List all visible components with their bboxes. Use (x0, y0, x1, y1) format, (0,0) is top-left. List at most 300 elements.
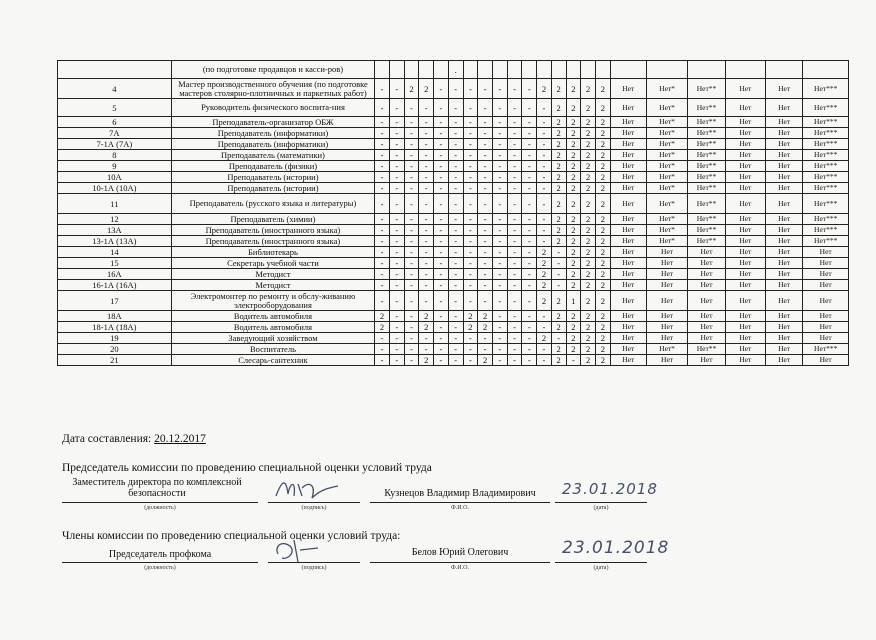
table-cell (507, 61, 522, 79)
table-cell: Нет (688, 311, 725, 322)
chair-date-caption: (дата) (593, 505, 609, 511)
table-cell: - (478, 236, 493, 247)
table-cell: Нет** (688, 236, 725, 247)
table-cell: Нет (688, 322, 725, 333)
table-cell: Нет (646, 333, 687, 344)
table-cell: 2 (595, 333, 610, 344)
table-cell: - (478, 150, 493, 161)
table-cell: 2 (551, 172, 566, 183)
table-cell: - (389, 150, 404, 161)
table-cell: Нет** (688, 183, 725, 194)
table-cell: - (389, 355, 404, 366)
chair-name: Кузнецов Владимир Владимирович (384, 488, 536, 499)
member-date-line (555, 562, 647, 563)
table-cell: - (478, 194, 493, 214)
table-cell: - (522, 139, 537, 150)
table-cell: - (448, 236, 463, 247)
table-cell: 2 (537, 269, 552, 280)
member-signature-caption: (подпись) (301, 565, 327, 571)
table-cell: - (448, 269, 463, 280)
table-cell: 2 (595, 183, 610, 194)
table-cell: - (522, 214, 537, 225)
table-cell: Нет** (688, 214, 725, 225)
table-cell: - (492, 258, 507, 269)
table-cell: 2 (595, 214, 610, 225)
table-row (58, 128, 849, 139)
table-cell: Нет (725, 322, 765, 333)
table-cell: Нет (765, 214, 802, 225)
table-cell: - (537, 194, 552, 214)
row-code: 11 (58, 194, 172, 214)
table-cell: 2 (551, 236, 566, 247)
table-cell (765, 61, 802, 79)
table-cell: - (389, 311, 404, 322)
table-row (58, 225, 849, 236)
table-cell: - (522, 183, 537, 194)
table-cell: Нет (765, 139, 802, 150)
table-cell (646, 61, 687, 79)
table-cell: 2 (551, 291, 566, 311)
table-cell: - (463, 99, 478, 117)
table-cell: - (389, 117, 404, 128)
table-cell: Нет (646, 258, 687, 269)
table-row (58, 236, 849, 247)
table-cell: Нет (688, 291, 725, 311)
table-cell: - (492, 280, 507, 291)
table-cell: Нет (725, 99, 765, 117)
table-cell: - (492, 311, 507, 322)
member-name-line (370, 562, 550, 563)
table-cell: Нет (803, 311, 849, 322)
table-cell: Нет (765, 280, 802, 291)
table-cell: Нет (725, 247, 765, 258)
table-cell: - (375, 280, 390, 291)
table-row (58, 269, 849, 280)
table-cell: - (389, 214, 404, 225)
row-position-name: Секретарь учебной части (171, 258, 374, 269)
table-cell: - (492, 225, 507, 236)
table-cell: - (404, 194, 419, 214)
table-cell: Нет (610, 194, 646, 214)
table-cell: Нет*** (803, 161, 849, 172)
table-cell: 2 (595, 247, 610, 258)
table-cell: 2 (419, 79, 434, 99)
table-cell: Нет*** (803, 225, 849, 236)
table-cell (492, 61, 507, 79)
table-cell: 2 (463, 311, 478, 322)
table-cell: Нет** (688, 128, 725, 139)
chair-heading: Председатель комиссии по проведению специальной оценки условий труда (62, 462, 432, 474)
date-label: Дата составления: (62, 433, 152, 445)
table-cell: - (463, 291, 478, 311)
table-cell: - (389, 183, 404, 194)
table-cell: Нет* (646, 172, 687, 183)
table-cell: - (434, 247, 449, 258)
table-cell: - (389, 225, 404, 236)
table-cell: 2 (581, 291, 596, 311)
table-cell: - (522, 291, 537, 311)
table-cell: - (522, 150, 537, 161)
table-cell: - (434, 79, 449, 99)
table-cell: Нет (610, 333, 646, 344)
table-cell: Нет*** (803, 183, 849, 194)
table-cell: Нет (725, 291, 765, 311)
table-cell: - (507, 311, 522, 322)
table-cell: Нет (725, 355, 765, 366)
table-cell: - (507, 194, 522, 214)
table-cell: - (492, 247, 507, 258)
table-cell: Нет (725, 172, 765, 183)
table-cell: Нет*** (803, 128, 849, 139)
table-cell: - (434, 333, 449, 344)
table-cell: - (522, 79, 537, 99)
member-name: Белов Юрий Олегович (411, 547, 509, 558)
table-cell: - (522, 322, 537, 333)
table-cell: - (434, 183, 449, 194)
table-cell: 2 (595, 355, 610, 366)
table-cell: - (404, 225, 419, 236)
table-cell: . (448, 61, 463, 79)
row-position-name: Преподаватель-организатор ОБЖ (171, 117, 374, 128)
table-cell: Нет (725, 225, 765, 236)
table-cell: 2 (566, 225, 581, 236)
table-cell: 2 (595, 291, 610, 311)
table-row (58, 61, 849, 79)
table-cell: 2 (566, 280, 581, 291)
table-cell: Нет (725, 194, 765, 214)
table-cell: 2 (595, 139, 610, 150)
table-cell (404, 61, 419, 79)
table-cell: 2 (595, 79, 610, 99)
table-cell: Нет (646, 355, 687, 366)
table-cell: - (463, 128, 478, 139)
table-cell: - (492, 117, 507, 128)
row-code: 17 (58, 291, 172, 311)
table-cell: 2 (537, 258, 552, 269)
table-cell: - (389, 291, 404, 311)
table-cell: - (522, 128, 537, 139)
table-cell: Нет (688, 333, 725, 344)
table-cell: - (419, 161, 434, 172)
table-cell (688, 61, 725, 79)
table-cell: Нет (610, 355, 646, 366)
table-cell: - (478, 99, 493, 117)
table-cell: 2 (478, 322, 493, 333)
table-cell: - (404, 117, 419, 128)
table-cell: 2 (595, 117, 610, 128)
row-code: 4 (58, 79, 172, 99)
table-cell (610, 61, 646, 79)
table-cell: - (389, 161, 404, 172)
table-cell: - (419, 183, 434, 194)
table-cell: - (419, 172, 434, 183)
table-cell: - (551, 269, 566, 280)
table-cell: Нет (610, 172, 646, 183)
table-cell: Нет (725, 311, 765, 322)
table-cell: 2 (537, 291, 552, 311)
table-cell: Нет (610, 79, 646, 99)
row-code: 15 (58, 258, 172, 269)
table-cell: Нет* (646, 344, 687, 355)
table-cell: - (404, 247, 419, 258)
member-date: 23.01.2018 (562, 538, 670, 558)
table-cell: - (522, 172, 537, 183)
row-position-name: Преподаватель (химии) (171, 214, 374, 225)
table-cell: 2 (581, 161, 596, 172)
table-cell: - (507, 172, 522, 183)
table-cell: - (389, 79, 404, 99)
table-cell: Нет (725, 183, 765, 194)
row-code: 13А (58, 225, 172, 236)
table-cell: - (404, 344, 419, 355)
table-cell: - (492, 322, 507, 333)
table-cell (581, 61, 596, 79)
table-row (58, 183, 849, 194)
table-cell: - (389, 269, 404, 280)
row-position-name: Преподаватель (математики) (171, 150, 374, 161)
table-cell: Нет (610, 291, 646, 311)
member-position-line (62, 562, 258, 563)
table-cell: 2 (595, 161, 610, 172)
table-cell: - (404, 269, 419, 280)
row-code: 21 (58, 355, 172, 366)
table-cell: 2 (537, 79, 552, 99)
table-cell: Нет (610, 214, 646, 225)
table-cell: - (448, 333, 463, 344)
table-row (58, 150, 849, 161)
table-cell: - (434, 161, 449, 172)
row-position-name: Преподаватель (истории) (171, 183, 374, 194)
table-cell: - (522, 355, 537, 366)
members-heading: Члены комиссии по проведению специальной оценки условий труда: (62, 530, 401, 542)
table-cell: - (507, 322, 522, 333)
table-cell: Нет (688, 247, 725, 258)
table-cell: - (404, 172, 419, 183)
table-cell: 2 (581, 236, 596, 247)
table-cell: - (537, 344, 552, 355)
table-cell: Нет (725, 344, 765, 355)
table-cell: 2 (595, 99, 610, 117)
table-row (58, 139, 849, 150)
chair-signature-line (268, 502, 360, 503)
table-cell: Нет* (646, 214, 687, 225)
table-cell (389, 61, 404, 79)
table-cell: Нет*** (803, 344, 849, 355)
table-cell: - (492, 99, 507, 117)
table-cell: - (478, 280, 493, 291)
table-cell: Нет* (646, 236, 687, 247)
table-cell: - (463, 258, 478, 269)
chair-position-line (62, 502, 258, 503)
table-cell: Нет (610, 269, 646, 280)
member-fio-caption: Ф.И.О. (451, 565, 469, 571)
table-cell: - (419, 214, 434, 225)
table-cell: 2 (566, 344, 581, 355)
table-cell: - (522, 161, 537, 172)
table-cell: 2 (566, 322, 581, 333)
table-cell: - (492, 183, 507, 194)
table-cell: - (434, 117, 449, 128)
table-cell (803, 61, 849, 79)
table-cell: - (419, 139, 434, 150)
table-cell: 2 (463, 322, 478, 333)
table-cell: - (537, 225, 552, 236)
table-cell: - (404, 291, 419, 311)
table-cell: - (389, 258, 404, 269)
table-row (58, 258, 849, 269)
table-cell: 2 (375, 322, 390, 333)
table-cell: - (404, 280, 419, 291)
table-cell (434, 61, 449, 79)
table-cell: Нет (765, 236, 802, 247)
table-row (58, 355, 849, 366)
table-cell: Нет* (646, 117, 687, 128)
table-cell: Нет** (688, 172, 725, 183)
table-cell: - (434, 280, 449, 291)
table-cell: 2 (419, 355, 434, 366)
table-cell (537, 61, 552, 79)
table-cell: - (478, 117, 493, 128)
table-cell: - (522, 117, 537, 128)
table-cell: - (463, 150, 478, 161)
table-cell: Нет* (646, 183, 687, 194)
table-cell: - (419, 258, 434, 269)
table-cell: - (537, 172, 552, 183)
table-cell: 2 (551, 214, 566, 225)
table-cell: 2 (551, 194, 566, 214)
table-cell: Нет* (646, 139, 687, 150)
table-cell (419, 61, 434, 79)
table-cell: - (389, 344, 404, 355)
table-cell: 2 (566, 194, 581, 214)
row-position-name: Преподаватель (физики) (171, 161, 374, 172)
row-position-name: Слесарь-сантехник (171, 355, 374, 366)
table-cell: Нет*** (803, 236, 849, 247)
table-cell: 2 (581, 344, 596, 355)
table-cell: 2 (566, 161, 581, 172)
table-cell: - (419, 150, 434, 161)
table-cell: - (507, 99, 522, 117)
table-row (58, 194, 849, 214)
table-cell: - (463, 236, 478, 247)
table-cell: - (389, 280, 404, 291)
row-code: 8 (58, 150, 172, 161)
table-cell: Нет (725, 269, 765, 280)
table-cell: - (389, 247, 404, 258)
table-cell: - (434, 128, 449, 139)
table-cell: - (463, 333, 478, 344)
table-cell: Нет (803, 291, 849, 311)
table-cell: 2 (551, 322, 566, 333)
table-cell: - (419, 247, 434, 258)
table-cell: 2 (581, 128, 596, 139)
table-cell: - (507, 269, 522, 280)
row-position-name: Воспитатель (171, 344, 374, 355)
table-cell: - (375, 194, 390, 214)
table-cell: - (448, 247, 463, 258)
chair-fio-caption: Ф.И.О. (451, 505, 469, 511)
table-cell: Нет (610, 161, 646, 172)
table-cell: - (463, 194, 478, 214)
table-cell: - (492, 172, 507, 183)
table-cell: Нет* (646, 225, 687, 236)
table-cell: - (522, 236, 537, 247)
table-cell: Нет (725, 79, 765, 99)
row-position-name: Мастер производственного обучения (по подготовке мастеров столярно-плотничных и паркетных работ) (171, 79, 374, 99)
table-cell: - (463, 280, 478, 291)
table-cell: - (537, 150, 552, 161)
table-cell: 2 (551, 183, 566, 194)
table-cell: Нет (725, 214, 765, 225)
table-cell (595, 61, 610, 79)
table-cell: Нет** (688, 99, 725, 117)
table-cell: - (537, 139, 552, 150)
table-cell: - (478, 128, 493, 139)
table-cell: 2 (551, 225, 566, 236)
table-cell: Нет (610, 117, 646, 128)
table-cell: 2 (419, 311, 434, 322)
table-cell: 2 (551, 344, 566, 355)
table-cell: - (507, 280, 522, 291)
table-cell: Нет** (688, 344, 725, 355)
table-cell: Нет (688, 258, 725, 269)
table-cell: Нет (610, 128, 646, 139)
table-cell: - (448, 161, 463, 172)
table-cell: 2 (595, 194, 610, 214)
table-cell: - (389, 333, 404, 344)
table-row (58, 322, 849, 333)
row-position-name: Водитель автомобиля (171, 322, 374, 333)
table-cell: - (404, 311, 419, 322)
table-cell: - (448, 150, 463, 161)
table-cell: - (492, 344, 507, 355)
table-cell: Нет (610, 183, 646, 194)
table-cell: - (492, 214, 507, 225)
table-cell: - (389, 236, 404, 247)
table-cell: - (434, 194, 449, 214)
member-position-caption: (должность) (144, 565, 176, 571)
table-cell: - (507, 247, 522, 258)
table-cell: 2 (566, 258, 581, 269)
table-cell: - (463, 344, 478, 355)
table-cell: Нет (765, 225, 802, 236)
table-cell: - (507, 128, 522, 139)
table-cell: - (375, 161, 390, 172)
table-cell: - (492, 291, 507, 311)
table-cell: - (478, 214, 493, 225)
table-cell: Нет* (646, 99, 687, 117)
table-cell: 2 (581, 225, 596, 236)
table-cell: 2 (566, 269, 581, 280)
table-cell: - (375, 139, 390, 150)
table-cell: - (507, 236, 522, 247)
table-cell: 2 (595, 128, 610, 139)
table-cell: 2 (478, 355, 493, 366)
table-cell: - (551, 333, 566, 344)
row-code: 13-1А (13А) (58, 236, 172, 247)
table-cell: - (537, 322, 552, 333)
table-cell: 2 (551, 99, 566, 117)
table-cell: - (522, 311, 537, 322)
table-cell: - (448, 172, 463, 183)
member-date-caption: (дата) (593, 565, 609, 571)
table-cell: 2 (595, 311, 610, 322)
table-cell: 2 (566, 139, 581, 150)
table-cell: Нет (765, 322, 802, 333)
table-cell: Нет (765, 79, 802, 99)
table-cell: 2 (595, 280, 610, 291)
table-cell: 2 (581, 333, 596, 344)
